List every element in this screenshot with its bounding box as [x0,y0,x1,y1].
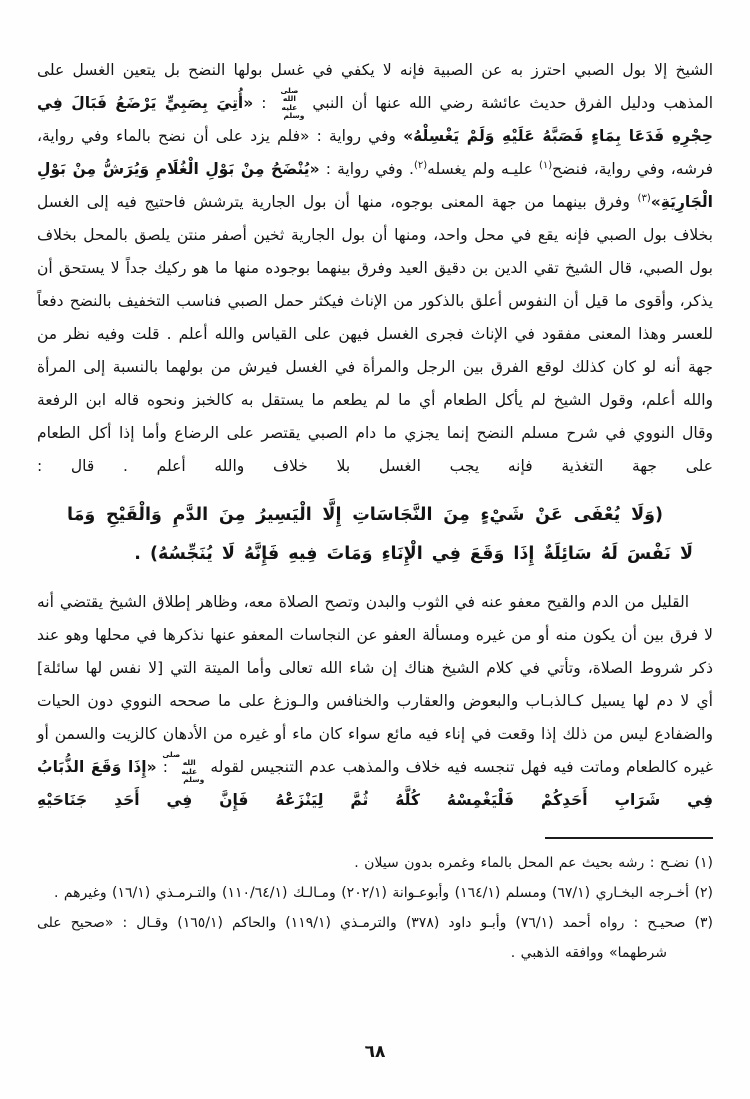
page-number: ٦٨ [364,1042,386,1062]
body-text-run: . وفي رواية : [319,160,414,178]
hadith-bold-text: (وَلَا يُعْفَى عَنْ شَيْءٍ مِنَ النَّجَاسَاتِ إِلَّا الْيَسِيرُ مِنَ الدَّمِ وَالْقَيْحِ وَمَا لَا نَفْسَ لَهُ سَائِلَةٌ إِذَا وَقَعَ فِي الْإِنَاءِ وَمَاتَ فِيهِ فَإِنَّهُ لَا يُنَجِّسُهُ) . [67,505,693,564]
body-text-run: وفرق بينهما من جهة المعنى بوجوه، منها أن بول الجارية يترشش فاحتيج فيه إلى الغسل بخلاف بول الصبي فإنه يقع في محل واحد، ومنها أن بول الجارية ثخين أصفر منتن يلصق بالمحل بخلاف بول الصبي، قال الشيخ تقي الدين بن دقيق العيد وفرق بينهما بوجوده منها ما هو ركيك جداً لا يستحق أن يذكر، وأقوى ما قيل أن النفوس أعلق بالذكور من الإناث فيكثر حمل الصبي فناسب التخفيف بالنضح دفعاً للعسر وهذا المعنى مفقود في الإناث فجرى الغسل فيهن على القياس والله أعلم . قلت وفيه نظر من جهة أنه لو كان كذلك لوقع الفرق بين الرجل والمرأة في الغسل فيرش من بولهما بالنسبة إلى المرأة والله أعلم، وقول الشيخ لم يأكل الطعام أي ما لم يطعم ما يستقل به كالخبز ونحوه قاله ابن الرفعة وقال النووي في شرح مسلم النضح إنما يجزي ما دام الصبي يقتصر على الرضاع وأما إذا أكل الطعام على جهة التغذية فإنه يجب الغسل بلا خلاف والله أعلم . قال : [37,193,713,475]
matn-quote [67,496,693,574]
footnote-2 [37,878,713,908]
footnote-text: أخـرجه البخـاري (٦٧/١) ومسلم (١٦٤/١) وأبوعـوانة (٢٠٢/١) ومـالـك (١١٠/٦٤/١) والتـرمـذي (١٦/١) وغيرهم . [53,885,690,901]
sallallahu-ligature: صلى الله عليه وسلم [280,86,305,120]
body-text-run: القليل من الدم والقيح معفو عنه في الثوب والبدن وتصح الصلاة معه، وظاهر إطلاق الشيخ يقتضي أنه لا فرق بين أن يكون منه أو من غيره ومسألة العفو عن النجاسات المعفو عنها نذكرها في محلها وهو عند ذكر شروط الصلاة، وتأتي في كلام الشيخ هناك إن شاء الله تعالى وأما الميتة التي [لا نفس لها سائلة] أي لا دم لها يسيل كـالذبـاب والبعوض والعقارب والخنافس والـوزغ على ما صححه النووي دون الحيات والضفادع ليس من ذلك إذا وقعت في إناء فيه مائع سواء كان ماء أو غيره من الأدهان كالزيت والسمن أو غيره كالطعام وماتت فيه فهل تنجسه فيه خلاف والمذهب عدم التنجيس لقوله [37,593,713,776]
sallallahu-ligature: صلى الله عليه وسلم [162,750,205,784]
footnote-marker: (١) [694,855,713,871]
footnote-ref-marker: (٢) [413,159,428,171]
footnote-marker: (٢) [694,885,713,901]
footnote-ref-marker: (١) [538,159,553,171]
body-text-run: عليـه ولم يغسله [427,160,539,178]
hadith-bold-text: «يُنْضَحُ مِنْ بَوْلِ الْغُلَامِ وَيُرَشُّ مِنْ بَوْلِ الْجَارِيَةِ» [37,160,713,211]
body-text [37,54,713,968]
footnote-text: نضـح : رشه بحيث عم المحل بالماء وغمره بدون سيلان . [354,855,690,871]
footnote-1 [37,848,713,878]
commentary-paragraph-1 [37,54,713,483]
footnote-text: صحيـح : رواه أحمد (٧٦/١) وأبـو داود (٣٧٨) والترمـذي (١١٩/١) والحاكم (١٦٥/١) وقـال : «صحيح على شرطهما» ووافقه الذهبي . [37,915,686,961]
footnote-ref-marker: (٣) [637,192,651,204]
body-text-run: : [253,94,275,112]
footnote-3 [37,908,713,968]
footnote-marker: (٣) [694,915,714,931]
body-text-run: الشيخ إلا بول الصبي احترز به عن الصبية فإنه لا يكفي في غسل بولها النضح بل يتعين الغسل على المذهب ودليل الفرق حديث عائشة رضي الله عنها أن النبي [37,61,714,112]
body-text-run: : [156,758,175,776]
commentary-paragraph-2 [37,586,713,817]
hadith-bold-text: «إِذَا وَقَعَ الذُّبَابُ فِي شَرَابِ أَحَدِكُمْ فَلْيَغْمِسْهُ كُلَّهُ ثُمَّ لِيَنْزَعْهُ فَإِنَّ فِي أَحَدِ جَنَاحَيْهِ [37,758,713,809]
body-text-run: وفي رواية : «فلم يزد على أن نضح بالماء وفي رواية، فرشه، وفي رواية، فنضح [37,127,713,178]
footnote-separator [545,837,713,839]
hadith-bold-text: «أُتِيَ بِصَبِيٍّ يَرْضَعُ فَبَالَ فِي حِجْرِهِ فَدَعَا بِمَاءٍ فَصَبَّهُ عَلَيْهِ وَلَمْ يَغْسِلْهُ» [37,94,713,145]
footnotes-section [37,848,713,968]
